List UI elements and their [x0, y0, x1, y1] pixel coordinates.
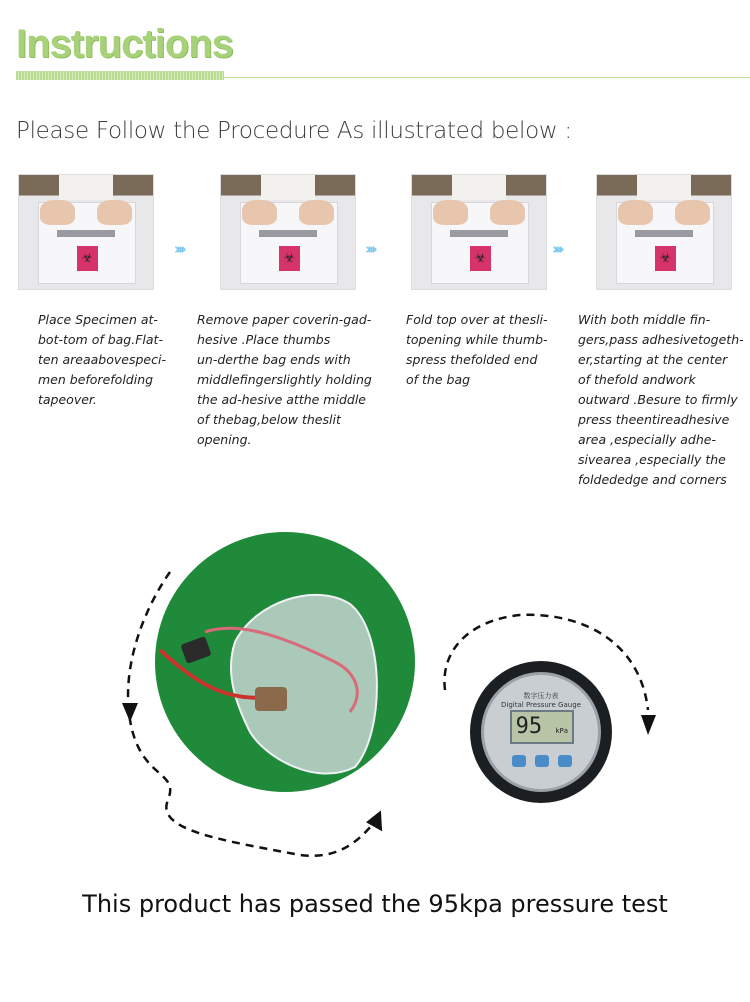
procedure-subtitle: Please Follow the Procedure As illustrated below : [16, 118, 572, 144]
step-line: tapeover. [38, 392, 97, 407]
step-line: of the bag [406, 372, 471, 387]
gauge-brand-label: 数字压力表 Digital Pressure Gauge [501, 692, 581, 709]
gauge-button-icon [535, 755, 549, 767]
step-line: topening while thumb- [406, 332, 548, 347]
gauge-unit: kPa [555, 727, 568, 735]
biohazard-icon: ☣ [655, 246, 676, 271]
step-line: foldededge and corners [578, 472, 727, 487]
step-line: Remove paper coverin-gad- [197, 312, 372, 327]
digital-pressure-gauge [470, 661, 612, 803]
biohazard-icon: ☣ [77, 246, 98, 271]
step-line: the ad-hesive atthe middle [197, 392, 366, 407]
step-line: area ,especially adhe- [578, 432, 716, 447]
gauge-lcd-display [510, 710, 574, 744]
gauge-buttons [512, 755, 572, 769]
pressure-test-bag-photo [155, 532, 415, 792]
inflated-bag-illustration [155, 532, 415, 792]
step-line: er,starting at the center [578, 352, 728, 367]
gauge-reading: 95 [515, 714, 543, 739]
chevron-right-arrows-icon: ›››› [174, 240, 183, 258]
step-line: sivearea ,especially the [578, 452, 726, 467]
chevron-right-arrows-icon: ›››› [552, 240, 561, 258]
step-line: men beforefolding [38, 372, 154, 387]
step-line: un-derthe bag ends with [197, 352, 351, 367]
biohazard-icon: ☣ [470, 246, 491, 271]
step-line: Place Specimen at- [38, 312, 158, 327]
header-title: Instructions [16, 22, 233, 66]
step-line: press theentireadhesive [578, 412, 730, 427]
biohazard-icon: ☣ [279, 246, 300, 271]
step-line: of thebag,below theslit [197, 412, 341, 427]
step-line: With both middle fin- [578, 312, 711, 327]
step-line: outward .Besure to firmly [578, 392, 738, 407]
step-line: bot-tom of bag.Flat- [38, 332, 163, 347]
step-line: ten areaabovespeci- [38, 352, 166, 367]
gauge-button-icon [558, 755, 572, 767]
step-line: Fold top over at thesli- [406, 312, 548, 327]
chevron-right-arrows-icon: ›››› [365, 240, 374, 258]
step-line: of thefold andwork [578, 372, 696, 387]
step-line: gers,pass adhesivetogeth- [578, 332, 744, 347]
step-line: middlefingerslightly holding [197, 372, 372, 387]
pressure-test-caption: This product has passed the 95kpa pressure test [82, 890, 668, 918]
step-line: opening. [197, 432, 252, 447]
step-line: hesive .Place thumbs [197, 332, 331, 347]
gauge-button-icon [512, 755, 526, 767]
step-line: spress thefolded end [406, 352, 538, 367]
